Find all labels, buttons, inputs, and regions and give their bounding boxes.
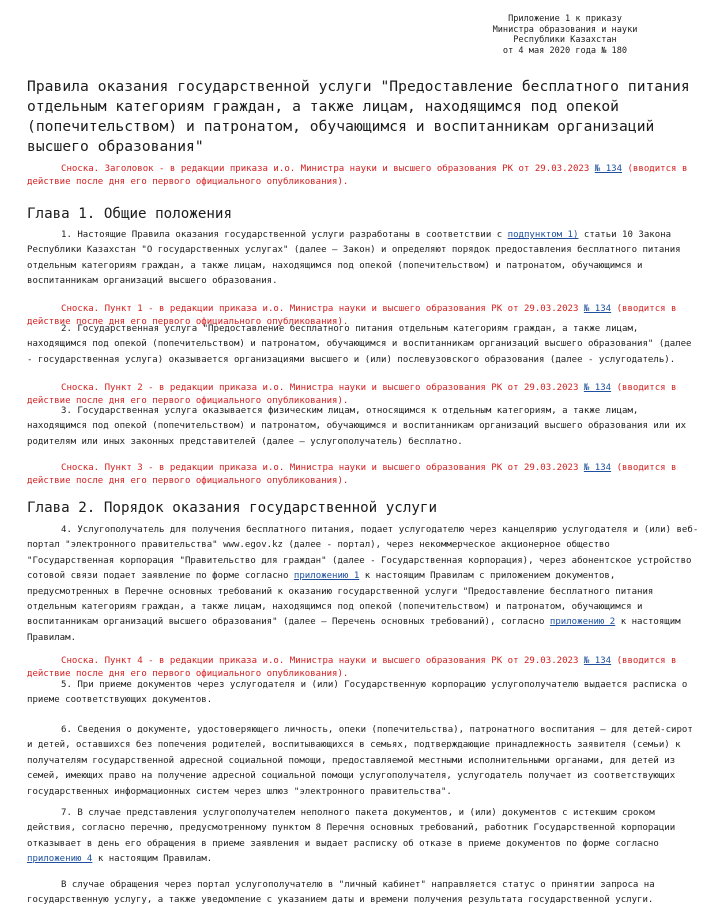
footnote-text: (вводится в xyxy=(616,304,677,314)
order-134-link[interactable]: № 134 xyxy=(583,383,612,393)
order-134-link[interactable]: № 134 xyxy=(583,656,612,666)
appendix-4-link[interactable]: приложению 4 xyxy=(27,854,93,865)
footnote-text: (вводится в xyxy=(616,463,677,473)
paragraph-text: 2. Государственная услуга "Предоставление бесплатного питания отдельным категориям граждан, а также лицам, xyxy=(61,324,639,334)
paragraph-text: родителям или иных законных представителей (далее – услугополучатель) бесплатно. xyxy=(27,436,463,447)
paragraph-text: Республики Казахстан "О государственных услугах" (далее – Закон) и определяют порядок предоставления бесплатного питания xyxy=(27,245,681,256)
paragraph-text: находящимся под опекой (попечительством) и патронатом, обучающимся и воспитанникам организаций высшего образования" (далее xyxy=(27,339,692,350)
paragraph-text: государственных информационных систем через шлюз "электронного правительства". xyxy=(27,786,452,797)
subparagraph-1-link[interactable]: подпунктом 1) xyxy=(507,230,579,240)
paragraph-text: семей, имеющих право на получение адресной социальной помощи услугополучателя, услугодатель получает из соответствующих xyxy=(27,771,676,782)
paragraph-text: к настоящим Правилам с приложением документов, xyxy=(364,571,616,582)
paragraph-text: отдельным категориям граждан, а также лицам, находящимся под опекой (попечительством) и патронатом, обучающимся и xyxy=(27,260,643,271)
paragraph-text: статьи 10 Закона xyxy=(583,230,672,240)
paragraph-text: - государственная услуга) оказывается организациями высшего и (или) послевузовского образования (далее - услугодатель). xyxy=(27,354,676,365)
paragraph-text: действия, согласно перечню, предусмотренному пунктом 8 Перечня основных требований, работник Государственной корпорации xyxy=(27,823,676,834)
paragraph-6 xyxy=(27,723,695,800)
paragraph-text: воспитанникам организаций высшего образования" (далее – Перечень основных требований), согласно xyxy=(27,617,545,628)
paragraph-text: государственную услугу, а также уведомление с указанием даты и времени получения результата государственной услуги. xyxy=(27,895,654,906)
paragraph-text: портал "электронного правительства" www.egov.kz (далее - портал), через некоммерческое акционерное общество xyxy=(27,540,610,551)
footnote-text: действие после дня его первого официального опубликования). xyxy=(27,317,349,327)
appendix-1-link[interactable]: приложению 1 xyxy=(293,571,360,582)
paragraph-text: предусмотренных в Перечне основных требований к оказанию государственной услуги "Предоставление бесплатного питания xyxy=(27,586,654,597)
paragraph-text: воспитанникам организаций высшего образования. xyxy=(27,276,278,287)
document-title: Правила оказания государственной услуги "Предоставление бесплатного питания отдельным категориям граждан, а также лицам, находящимся под опекой (попечительством) и патронатом, обучающимся и воспитанникам организаций высшего образования" xyxy=(27,78,690,155)
paragraph-5 xyxy=(27,678,695,709)
paragraph-text: 5. При приеме документов через услугодателя и (или) Государственную корпорацию услугополучателю выдается расписка о xyxy=(61,680,688,690)
footnote-text: Сноска. Пункт 1 - в редакции приказа и.о. Министра науки и высшего образования РК от 29.03.2023 xyxy=(61,304,579,314)
chapter-1-heading: Глава 1. Общие положения xyxy=(27,206,232,222)
paragraph-text: В случае обращения через портал услугополучателю в "личный кабинет" направляется статус о принятии запроса на xyxy=(61,880,655,890)
paragraph-3 xyxy=(27,404,695,450)
paragraph-text: 6. Сведения о документе, удостоверяющего личность, опеки (попечительства), патронатного воспитания – для детей-сирот xyxy=(61,725,693,735)
paragraph-text: "Государственная корпорация "Правительство для граждан" (далее - Государственная корпорация), через абонентское устройство xyxy=(27,555,692,566)
footnote-text: (вводится в xyxy=(616,656,677,666)
appendix-line: Республики Казахстан xyxy=(513,35,617,46)
paragraph-text: приеме соответствующих документов. xyxy=(27,695,213,706)
appendix-line: от 4 мая 2020 года № 180 xyxy=(502,45,628,56)
footnote-3 xyxy=(27,462,699,488)
order-134-link[interactable]: № 134 xyxy=(594,164,623,174)
appendix-line: Приложение 1 к приказу xyxy=(508,14,622,24)
paragraph-text: отказывает в день его обращения в приеме заявления и выдает расписку об отказе в приеме документов по форме согласно xyxy=(27,838,659,849)
paragraph-text: к настоящим xyxy=(620,617,681,628)
paragraph-text: Правилам. xyxy=(27,632,77,643)
footnote-text: Сноска. Пункт 2 - в редакции приказа и.о. Министра науки и высшего образования РК от 29.03.2023 xyxy=(61,383,579,393)
footnote-text: действие после дня его первого официального опубликования). xyxy=(27,396,349,406)
footnote-title xyxy=(27,163,699,189)
order-134-link[interactable]: № 134 xyxy=(583,463,612,473)
appendix-2-link[interactable]: приложению 2 xyxy=(549,617,616,628)
paragraph-text: 7. В случае представления услугополучателем неполного пакета документов, и (или) документов с истекшим сроком xyxy=(61,808,655,818)
appendix-line: Министра образования и науки xyxy=(492,24,638,35)
paragraph-8 xyxy=(27,878,695,909)
paragraph-text: 1. Настоящие Правила оказания государственной услуги разработаны в соответствии с xyxy=(61,230,503,240)
paragraph-7 xyxy=(27,806,695,868)
footnote-text: (вводится в xyxy=(616,383,677,393)
paragraph-text: находящимся под опекой (попечительством) и патронатом, обучающимся и воспитанникам организаций высшего образования или их xyxy=(27,421,687,432)
footnote-text: Сноска. Пункт 4 - в редакции приказа и.о. Министра науки и высшего образования РК от 29.03.2023 xyxy=(61,656,579,666)
paragraph-2 xyxy=(27,322,695,368)
footnote-text: действие после дня его первого официального опубликования). xyxy=(27,669,349,679)
footnote-text: действие после дня его первого официального опубликования). xyxy=(27,177,349,187)
paragraph-text: отдельным категориям граждан, а также лицам, находящимся под опекой (попечительством) и патронатом, обучающимся и xyxy=(27,602,643,613)
paragraph-1 xyxy=(27,228,695,290)
paragraph-text: сотовой связи подает заявление по форме согласно xyxy=(27,571,289,582)
paragraph-text: получателям государственной адресной социальной помощи, предоставляемой местными исполнительными органами, для детей из xyxy=(27,755,676,766)
appendix-header xyxy=(470,14,660,56)
footnote-text: (вводится в xyxy=(627,164,688,174)
paragraph-text: 4. Услугополучатель для получения бесплатного питания, подает услугодателю через канцелярию услугодателя и (или) веб- xyxy=(61,525,699,535)
order-134-link[interactable]: № 134 xyxy=(583,304,612,314)
paragraph-text: 3. Государственная услуга оказывается физическим лицам, относящимся к отдельным категориям, а также лицам, xyxy=(61,406,639,416)
footnote-text: Сноска. Пункт 3 - в редакции приказа и.о. Министра науки и высшего образования РК от 29.03.2023 xyxy=(61,463,579,473)
footnote-text: Сноска. Заголовок - в редакции приказа и.о. Министра науки и высшего образования РК от 29.03.2023 xyxy=(61,164,590,174)
chapter-2-heading: Глава 2. Порядок оказания государственной услуги xyxy=(27,500,437,516)
footnote-text: действие после дня его первого официального опубликования). xyxy=(27,476,349,486)
paragraph-text: и детей, оставшихся без попечения родителей, воспитывающихся в семьях, подтверждающие принадлежность заявителя (семьи) к xyxy=(27,740,681,751)
paragraph-4 xyxy=(27,523,699,646)
paragraph-text: к настоящим Правилам. xyxy=(97,854,213,865)
